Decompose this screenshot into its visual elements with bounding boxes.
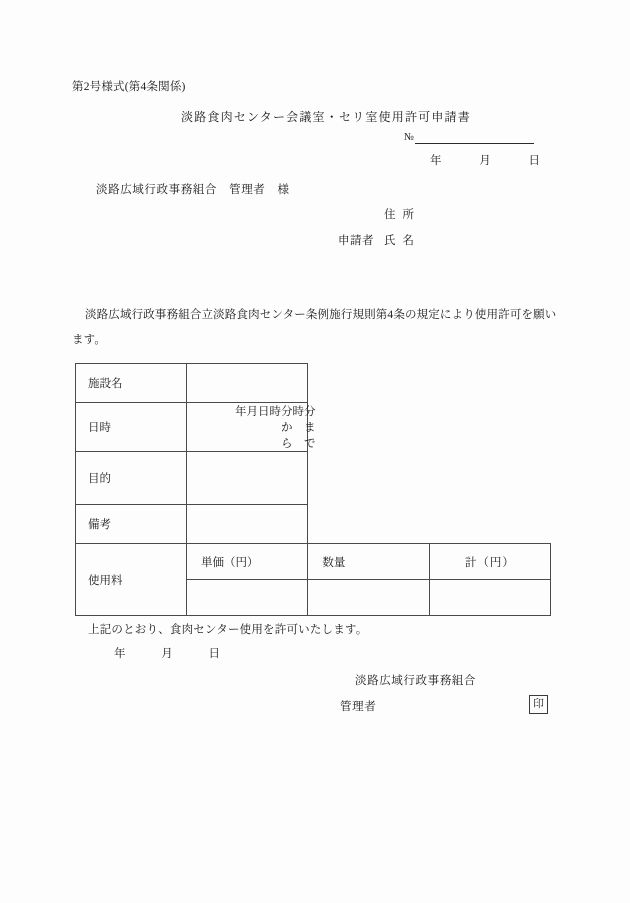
table-row [76,452,551,505]
table-row [76,364,551,403]
row-label-datetime [76,403,187,452]
fee-value-quantity[interactable] [308,580,429,616]
applicant-block [338,206,538,258]
document-title: 淡路食肉センター会議室・セリ室使用許可申請書 [181,110,471,124]
permit-date-day: 日 [208,648,220,660]
datetime-template-line [187,403,316,451]
header-date-year: 年 [430,155,442,167]
datetime-label: 日時 [88,422,111,434]
row-value-facility-name[interactable] [187,364,308,403]
permit-statement: 上記のとおり、食肉センター使用を許可いたします。 [88,624,368,636]
permit-date-month: 月 [161,648,173,660]
table-row [76,505,551,544]
row-label-purpose [76,452,187,505]
document-number-field [404,132,534,144]
header-date-day: 日 [528,155,540,167]
fee-header-unit-price [187,544,308,580]
issuer-organization: 淡路広域行政事務組合 [355,675,476,687]
usage-fee-label: 使用料 [88,574,123,587]
header-date-month: 月 [479,155,491,167]
fee-header-quantity-text: 数量 [322,556,346,569]
purpose-label: 目的 [88,473,111,485]
datetime-minute-to: 分まで [304,406,316,450]
datetime-minute-from: 分から [281,406,293,450]
fee-header-unit-price-text: 単価（円） [201,556,259,569]
applicant-address-label: 住所 [384,209,421,221]
addressee: 淡路広域行政事務組合 管理者 様 [96,184,290,196]
permit-date-year: 年 [114,648,126,660]
applicant-label: 申請者 [338,235,374,247]
row-label-usage-fee [76,544,187,616]
facility-name-label: 施設名 [88,378,123,390]
row-value-remarks[interactable] [187,505,308,544]
fee-header-total [429,544,550,580]
datetime-year: 年 [235,406,247,418]
header-date-line [430,152,540,168]
applicant-address-row [338,206,538,232]
datetime-month: 月 [246,406,258,418]
table-row [76,544,551,580]
datetime-hour-to: 時 [292,406,304,418]
remarks-label: 備考 [88,519,111,531]
body-paragraph: 淡路広域行政事務組合立淡路食肉センター条例施行規則第4条の規定により使用許可を願います。 [72,309,557,346]
row-label-facility-name [76,364,187,403]
row-label-remarks [76,505,187,544]
fee-header-quantity [308,544,429,580]
application-table [75,363,551,616]
datetime-day: 日 [258,406,270,418]
form-number: 第2号様式(第4条関係) [72,81,186,93]
table-row [76,403,551,452]
issuer-role: 管理者 [340,701,377,713]
fee-value-unit-price[interactable] [187,580,308,616]
row-value-datetime[interactable] [187,403,316,452]
row-value-purpose[interactable] [187,452,308,505]
document-number-rule [415,132,534,144]
datetime-hour-from: 時 [269,406,281,418]
applicant-name-label: 氏名 [384,235,421,247]
fee-header-total-text: 計（円） [464,556,515,569]
permit-date-line [114,645,220,661]
document-number-label: № [404,131,415,143]
fee-value-total[interactable] [429,580,550,616]
seal-stamp-box: 印 [529,695,548,714]
